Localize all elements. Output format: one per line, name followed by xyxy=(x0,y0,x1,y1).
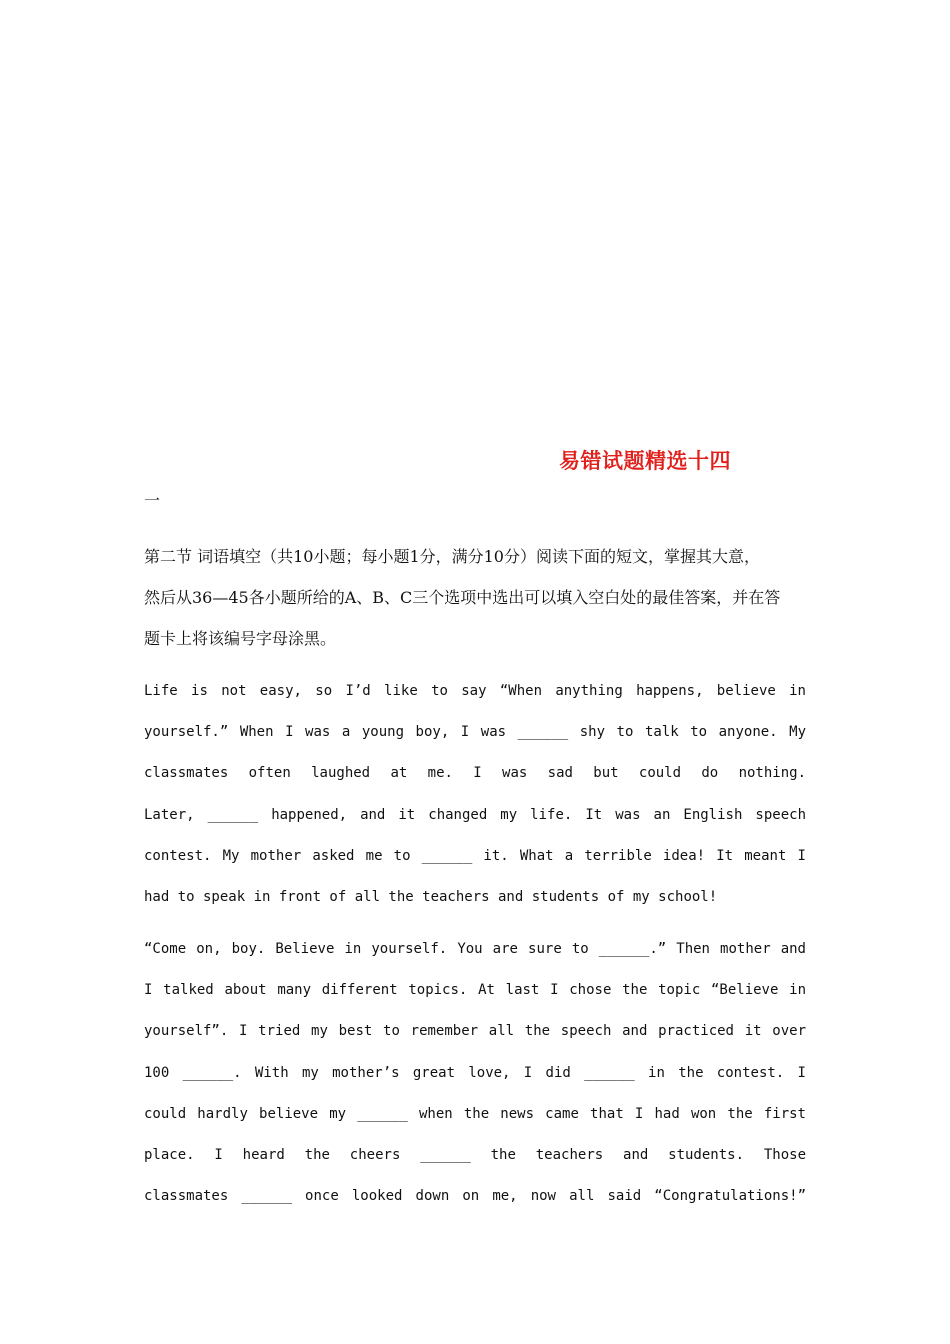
instructions xyxy=(144,543,808,666)
passage-line: I talked about many different topics. At last I chose the topic “Believe in xyxy=(144,982,806,999)
passage-line: yourself”. I tried my best to remember all the speech and practiced it over xyxy=(144,1023,806,1040)
passage-line: had to speak in front of all the teachers and students of my school! xyxy=(144,888,718,905)
instructions-line: 第二节 词语填空（共10小题；每小题1分，满分10分）阅读下面的短文，掌握其大意， xyxy=(144,547,760,566)
page-title: 易错试题精选十四 xyxy=(559,449,731,473)
passage-line: place. I heard the cheers ______ the teachers and students. Those xyxy=(144,1146,806,1163)
passage-paragraph-1 xyxy=(144,681,806,928)
passage-line: “Come on, boy. Believe in yourself. You are sure to ______.” Then mother and xyxy=(144,941,806,957)
passage-line: could hardly believe my ______ when the news came that I had won the first xyxy=(144,1105,806,1122)
section-marker: 一 xyxy=(144,491,161,510)
passage-line: classmates often laughed at me. I was sad but could do nothing. xyxy=(144,765,806,782)
passage-line: Life is not easy, so I’d like to say “When anything happens, believe in xyxy=(144,683,806,699)
passage-line: 100 ______. With my mother’s great love, I did ______ in the contest. I xyxy=(144,1064,806,1081)
passage-line: Later, ______ happened, and it changed my life. It was an English speech xyxy=(144,806,806,823)
passage-paragraph-2 xyxy=(144,939,806,1227)
instructions-line: 然后从36—45各小题所给的A、B、C三个选项中选出可以填入空白处的最佳答案，并在答 xyxy=(144,588,781,607)
instructions-line: 题卡上将该编号字母涂黑。 xyxy=(144,629,337,648)
passage-line: classmates ______ once looked down on me, now all said “Congratulations!” xyxy=(144,1188,806,1205)
passage-line: contest. My mother asked me to ______ it. What a terrible idea! It meant I xyxy=(144,847,806,864)
passage-line: yourself.” When I was a young boy, I was ______ shy to talk to anyone. My xyxy=(144,724,806,741)
